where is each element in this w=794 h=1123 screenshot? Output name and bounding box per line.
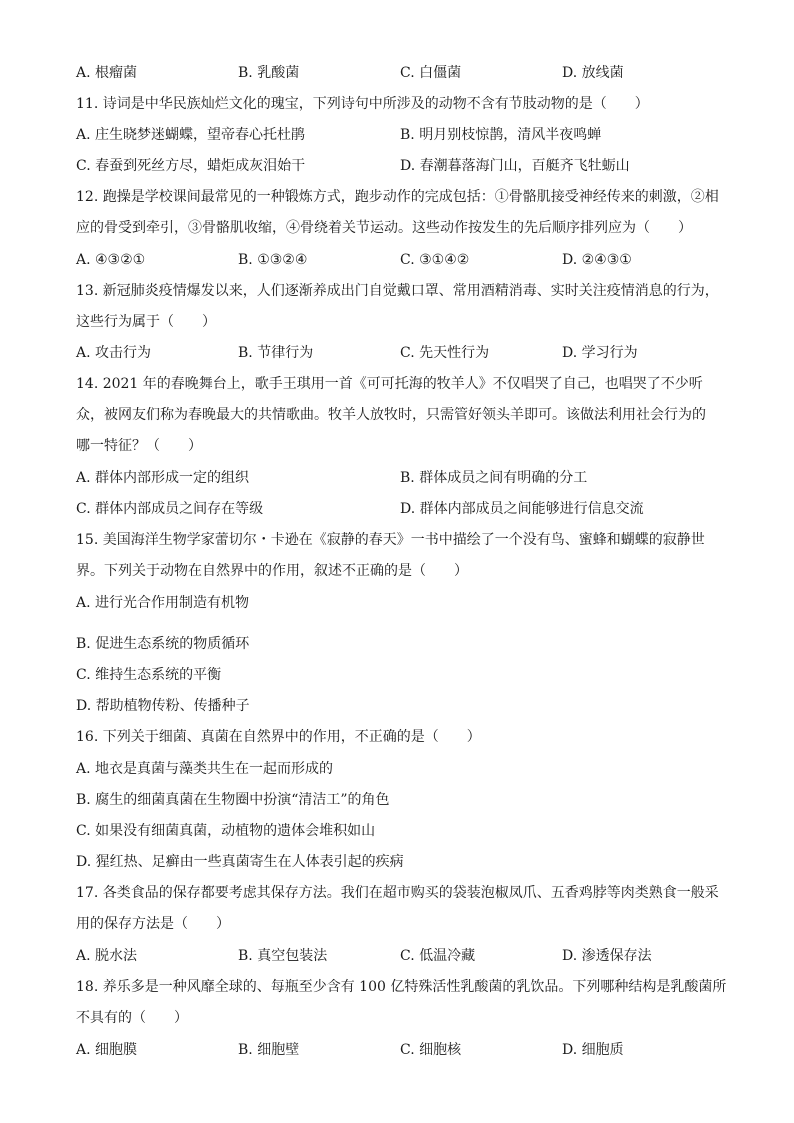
option-d: D. ②④③①: [562, 252, 632, 268]
option-b: B. 乳酸菌: [238, 65, 300, 81]
option-d: D. 渗透保存法: [562, 948, 652, 964]
question-stem-line-2: 这些行为属于（ ）: [76, 314, 216, 330]
question-stem: 16. 下列关于细菌、真菌在自然界中的作用，不正确的是（ ）: [76, 729, 481, 745]
option-b: B. 群体成员之间有明确的分工: [400, 470, 588, 486]
option-a: A. 根瘤菌: [76, 65, 138, 81]
option-b: B. 促进生态系统的物质循环: [76, 636, 250, 652]
option-d: D. 群体内部成员之间能够进行信息交流: [400, 501, 644, 517]
option-a: A. 进行光合作用制造有机物: [76, 595, 250, 611]
option-b: B. 节律行为: [238, 345, 314, 361]
question-stem-line-1: 12. 跑操是学校课间最常见的一种锻炼方式，跑步动作的完成包括：①骨骼肌接受神经传来的刺激，②相: [76, 189, 719, 205]
option-d: D. 细胞质: [562, 1042, 624, 1058]
option-b: B. 细胞壁: [238, 1042, 300, 1058]
option-a: A. ④③②①: [76, 252, 146, 268]
question-stem-line-3: 哪一特征？（ ）: [76, 438, 202, 454]
option-c: C. 细胞核: [400, 1042, 462, 1058]
option-b: B. ①③②④: [238, 252, 308, 268]
option-b: B. 明月别枝惊鹊，清风半夜鸣蝉: [400, 127, 602, 143]
option-c: C. 春蚕到死丝方尽，蜡炬成灰泪始干: [76, 158, 306, 174]
option-c: C. 低温冷藏: [400, 948, 476, 964]
question-stem-line-1: 14. 2021 年的春晚舞台上，歌手王琪用一首《可可托海的牧羊人》不仅唱哭了自己，也唱哭了不少听: [76, 376, 703, 392]
option-a: A. 攻击行为: [76, 345, 152, 361]
option-a: A. 庄生晓梦迷蝴蝶，望帝春心托杜鹃: [76, 127, 306, 143]
question-stem: 11. 诗词是中华民族灿烂文化的瑰宝，下列诗句中所涉及的动物不含有节肢动物的是（ ）: [76, 96, 649, 112]
question-stem-line-2: 界。下列关于动物在自然界中的作用，叙述不正确的是（ ）: [76, 563, 468, 579]
option-c: C. ③①④②: [400, 252, 470, 268]
option-d: D. 学习行为: [562, 345, 638, 361]
option-c: C. 群体内部成员之间存在等级: [76, 501, 264, 517]
question-stem-line-1: 17. 各类食品的保存都要考虑其保存方法。我们在超市购买的袋装泡椒凤爪、五香鸡脖等肉类熟食一般采: [76, 885, 719, 901]
option-b: B. 腐生的细菌真菌在生物圈中扮演“清洁工”的角色: [76, 792, 390, 808]
question-stem-line-2: 应的骨受到牵引，③骨骼肌收缩，④骨绕着关节运动。这些动作按发生的先后顺序排列应为（ ）: [76, 220, 692, 236]
option-a: A. 地衣是真菌与藻类共生在一起而形成的: [76, 761, 334, 777]
question-stem-line-2: 众，被网友们称为春晚最大的共情歌曲。牧羊人放牧时，只需管好领头羊即可。该做法利用社会行为的: [76, 407, 706, 423]
option-d: D. 春潮暮落海门山，百艇齐飞牡蛎山: [400, 158, 630, 174]
option-c: C. 维持生态系统的平衡: [76, 667, 222, 683]
question-stem-line-1: 15. 美国海洋生物学家蕾切尔・卡逊在《寂静的春天》一书中描绘了一个没有鸟、蜜蜂和蝴蝶的寂静世: [76, 532, 705, 548]
option-a: A. 细胞膜: [76, 1042, 138, 1058]
question-stem-line-2: 不具有的（ ）: [76, 1010, 188, 1026]
option-c: C. 白僵菌: [400, 65, 462, 81]
option-a: A. 脱水法: [76, 948, 138, 964]
option-c: C. 先天性行为: [400, 345, 490, 361]
option-b: B. 真空包装法: [238, 948, 328, 964]
option-d: D. 猩红热、足癣由一些真菌寄生在人体表引起的疾病: [76, 854, 404, 870]
question-stem-line-2: 用的保存方法是（ ）: [76, 916, 230, 932]
option-a: A. 群体内部形成一定的组织: [76, 470, 250, 486]
option-c: C. 如果没有细菌真菌，动植物的遗体会堆积如山: [76, 823, 376, 839]
option-d: D. 帮助植物传粉、传播种子: [76, 698, 250, 714]
question-stem-line-1: 13. 新冠肺炎疫情爆发以来，人们逐渐养成出门自觉戴口罩、常用酒精消毒、实时关注疫情消息的行为，: [76, 283, 719, 299]
question-stem-line-1: 18. 养乐多是一种风靡全球的、每瓶至少含有 100 亿特殊活性乳酸菌的乳饮品。下列哪种结构是乳酸菌所: [76, 979, 727, 995]
option-d: D. 放线菌: [562, 65, 624, 81]
